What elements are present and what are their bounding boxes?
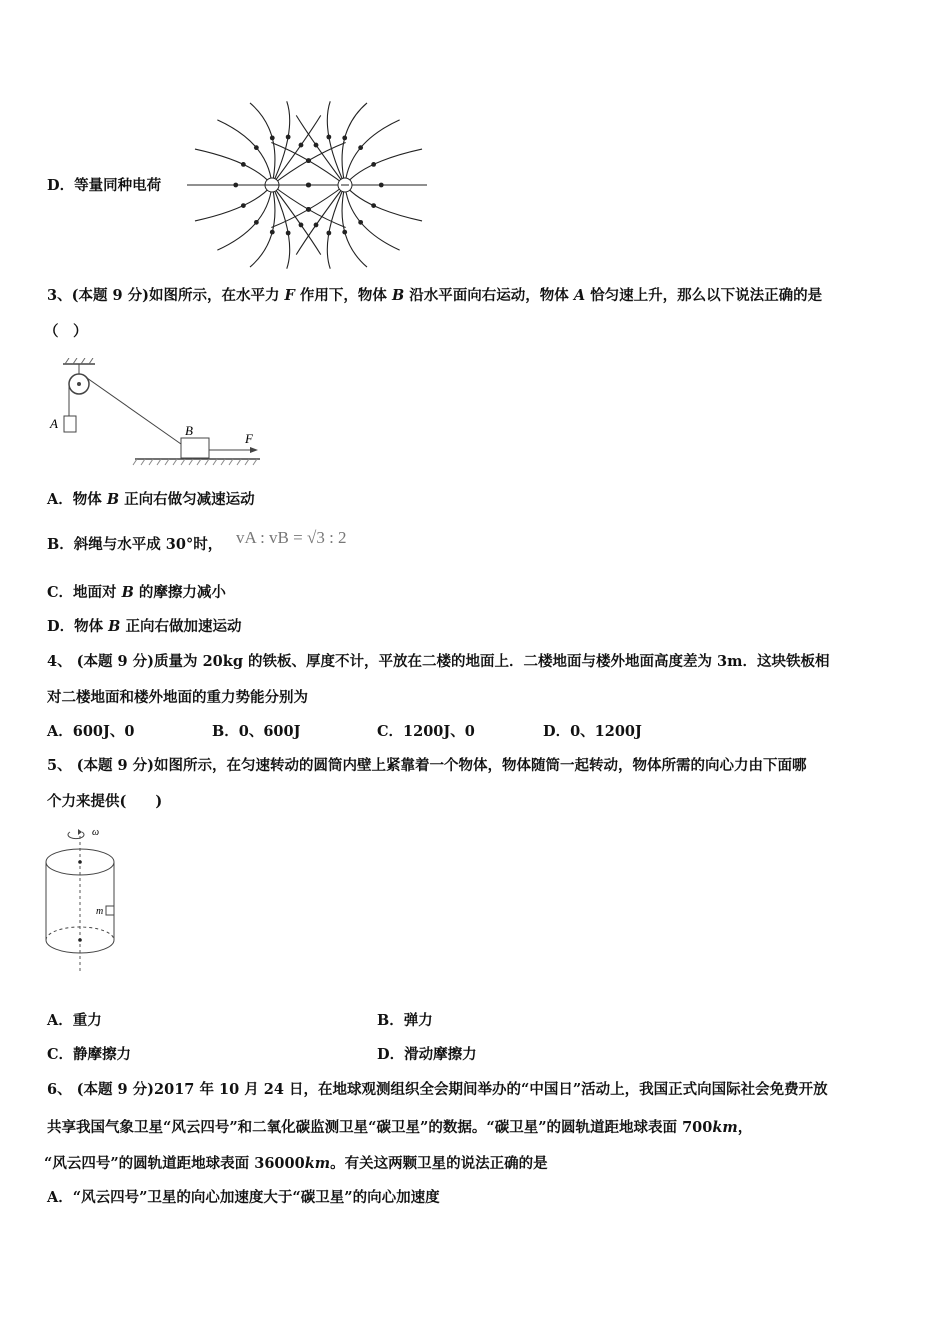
- q3-answer-paren: （ ）: [44, 323, 88, 340]
- field-arrow: [286, 135, 291, 140]
- q2-option-d: D．等量同种电荷: [47, 177, 162, 194]
- field-arrow: [358, 145, 363, 150]
- q5-option-a: A．重力: [47, 1012, 102, 1029]
- q5-option-b: B．弹力: [377, 1012, 433, 1029]
- field-arrow: [306, 158, 311, 163]
- q4-option-c: C．1200J、0: [377, 723, 475, 740]
- field-arrow: [314, 143, 319, 148]
- field-arrow: [306, 183, 311, 188]
- label-F: F: [245, 431, 253, 446]
- q5-option-d: D．滑动摩擦力: [377, 1046, 477, 1063]
- field-arrow: [358, 220, 363, 225]
- field-arrow: [254, 145, 259, 150]
- q5-stem-1: 5、 (本题 9 分)如图所示，在匀速转动的圆筒内壁上紧靠着一个物体，物体随筒一起转动，物体所需的向心力由下面哪: [47, 757, 807, 774]
- q4-stem-1: 4、 (本题 9 分)质量为 20kg 的铁板、厚度不计，平放在二楼的地面上．二楼地面与楼外地面高度差为 3m．这块铁板相: [47, 653, 830, 670]
- q3-option-a: A．物体 B 正向右做匀减速运动: [47, 491, 255, 508]
- field-line: [345, 120, 400, 185]
- label-m: m: [96, 906, 104, 917]
- q6-stem-1: 6、 (本题 9 分)2017 年 10 月 24 日，在地球观测组织全会期间举办的“中国日”活动上，我国正式向国际社会免费开放: [47, 1081, 828, 1098]
- field-line: [345, 149, 422, 185]
- field-line: [217, 185, 272, 250]
- field-line: [345, 185, 422, 221]
- field-line: [195, 185, 272, 221]
- q3-option-d: D．物体 B 正向右做加速运动: [47, 618, 242, 635]
- q5-stem-2: 个力来提供( ): [47, 793, 163, 810]
- label-omega: ω: [92, 827, 100, 838]
- field-arrow: [379, 183, 384, 188]
- field-lines-figure: [180, 95, 430, 275]
- q3-option-b-formula: vA : vB = √3 : 2: [236, 528, 347, 547]
- cylinder-figure: [40, 822, 130, 982]
- q6-option-a: A．“风云四号”卫星的向心加速度大于“碳卫星”的向心加速度: [47, 1189, 440, 1206]
- q6-stem-3: “风云四号”的圆轨道距地球表面 36000km。有关这两颗卫星的说法正确的是: [44, 1155, 548, 1172]
- field-arrow: [270, 230, 275, 235]
- q3-option-b: B．斜绳与水平成 30°时，: [47, 536, 223, 553]
- q4-stem-2: 对二楼地面和楼外地面的重力势能分别为: [47, 689, 308, 706]
- q4-option-a: A．600J、0: [47, 723, 135, 740]
- field-arrow: [299, 143, 304, 148]
- field-line: [272, 143, 346, 186]
- q3-stem: 3、(本题 9 分)如图所示，在水平力 F 作用下，物体 B 沿水平面向右运动，物体 A 恰匀速上升，那么以下说法正确的是: [47, 287, 823, 304]
- q4-option-b: B．0、600J: [212, 723, 301, 740]
- field-arrow: [314, 223, 319, 228]
- q6-stem-2: 共享我国气象卫星“风云四号”和二氧化碳监测卫星“碳卫星”的数据。“碳卫星”的圆轨道距地球表面 700km，: [47, 1119, 753, 1136]
- pulley-figure: [45, 358, 275, 470]
- q3-option-c: C．地面对 B 的摩擦力减小: [47, 584, 226, 601]
- field-arrow: [241, 203, 246, 208]
- field-arrow: [326, 135, 331, 140]
- field-line: [271, 143, 345, 186]
- field-line: [272, 115, 321, 185]
- field-line: [271, 185, 345, 228]
- field-line: [272, 185, 321, 255]
- field-line: [195, 149, 272, 185]
- field-arrow: [306, 207, 311, 212]
- field-line: [296, 185, 345, 255]
- field-arrow: [342, 230, 347, 235]
- field-arrow: [241, 162, 246, 167]
- q4-option-d: D．0、1200J: [543, 723, 642, 740]
- field-arrow: [254, 220, 259, 225]
- field-arrow: [371, 203, 376, 208]
- label-B: B: [185, 423, 193, 438]
- q5-option-c: C．静摩擦力: [47, 1046, 132, 1063]
- field-line: [217, 120, 272, 185]
- field-arrow: [371, 162, 376, 167]
- field-arrow: [299, 223, 304, 228]
- field-line: [296, 115, 345, 185]
- field-arrow: [233, 183, 238, 188]
- label-A: A: [50, 416, 58, 431]
- field-line: [345, 185, 400, 250]
- field-arrow: [342, 136, 347, 141]
- field-arrow: [286, 231, 291, 236]
- field-line: [272, 185, 346, 228]
- field-arrow: [270, 136, 275, 141]
- field-arrow: [326, 231, 331, 236]
